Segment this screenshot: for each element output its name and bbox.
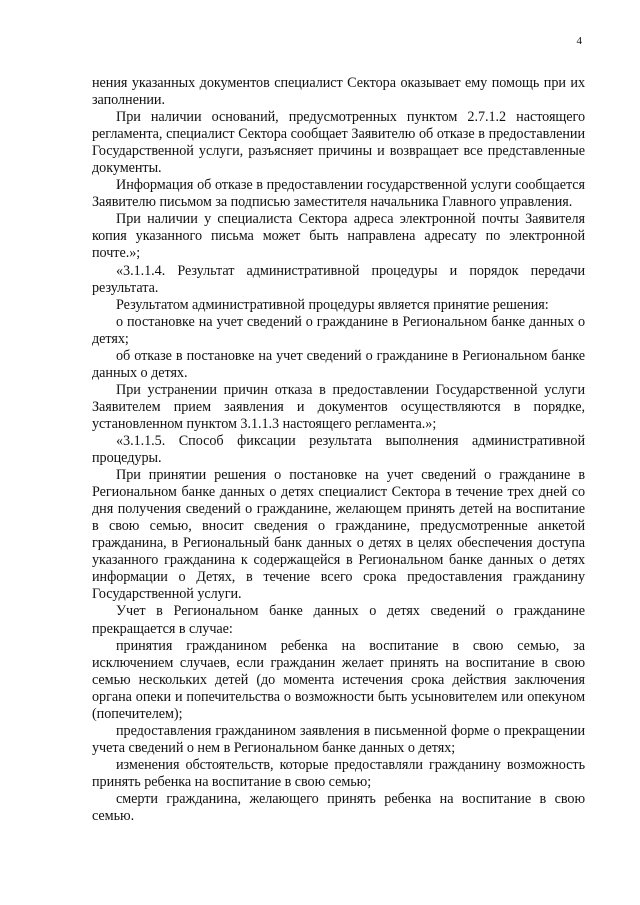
paragraph: Результатом административной процедуры является принятие решения: (116, 296, 549, 313)
page-number: 4 (576, 35, 582, 47)
paragraph: При наличии оснований, предусмотренных пунктом 2.7.1.2 настоящего регламента, специалист Сектора сообщает Заявителю об отказе в предоставлении Государственной услуги, разъясняет причины и возвращает все представленные документы. (92, 109, 585, 177)
paragraph: о постановке на учет сведений о гражданине в Региональном банке данных о детях; (92, 313, 585, 347)
paragraph: При принятии решения о постановке на учет сведений о гражданине в Региональном банке данных о детях специалист Сектора в течение трех дней со дня получения сведений о гражданине, желающем принять детей на воспитание в свою семью, вносит сведения о гражданине, предусмотренные анкетой гражданина, в Региональный банк данных о детях в целях обеспечения доступа указанного гражданина к содержащейся в Региональном банке данных о детях информации о Детях, в течение всего срока предоставления гражданину Государственной услуги. (92, 467, 585, 603)
paragraph: Информация об отказе в предоставлении государственной услуги сообщается Заявителю письмом за подписью заместителя начальника Главного управления. (92, 177, 585, 211)
paragraph: изменения обстоятельств, которые предоставляли гражданину возможность принять ребенка на воспитание в свою семью; (92, 756, 585, 790)
paragraph: принятия гражданином ребенка на воспитание в свою семью, за исключением случаев, если гражданин желает принять на воспитание в свою семью нескольких детей (до момента истечения срока действия заключения органа опеки и попечительства о возможности быть усыновителем или опекуном (попечителем); (92, 637, 585, 722)
paragraph: При наличии у специалиста Сектора адреса электронной почты Заявителя копия указанного письма может быть направлена адресату по электронной почте.»; (92, 211, 585, 262)
paragraph: Учет в Региональном банке данных о детях сведений о гражданине прекращается в случае: (92, 603, 585, 637)
paragraph: предоставления гражданином заявления в письменной форме о прекращении учета сведений о нем в Региональном банке данных о детях; (92, 722, 585, 756)
paragraph: «3.1.1.4. Результат административной процедуры и порядок передачи результата. (92, 262, 585, 296)
document-body (92, 75, 585, 825)
paragraph: нения указанных документов специалист Сектора оказывает ему помощь при их заполнении. (92, 75, 585, 109)
paragraph: «3.1.1.5. Способ фиксации результата выполнения административной процедуры. (92, 432, 585, 467)
paragraph: При устранении причин отказа в предоставлении Государственной услуги Заявителем прием заявления и документов осуществляются в порядке, установленном пунктом 3.1.1.3 настоящего регламента.»; (92, 381, 585, 432)
paragraph: смерти гражданина, желающего принять ребенка на воспитание в свою семью. (92, 790, 585, 825)
paragraph: об отказе в постановке на учет сведений о гражданине в Региональном банке данных о детях. (92, 347, 585, 381)
